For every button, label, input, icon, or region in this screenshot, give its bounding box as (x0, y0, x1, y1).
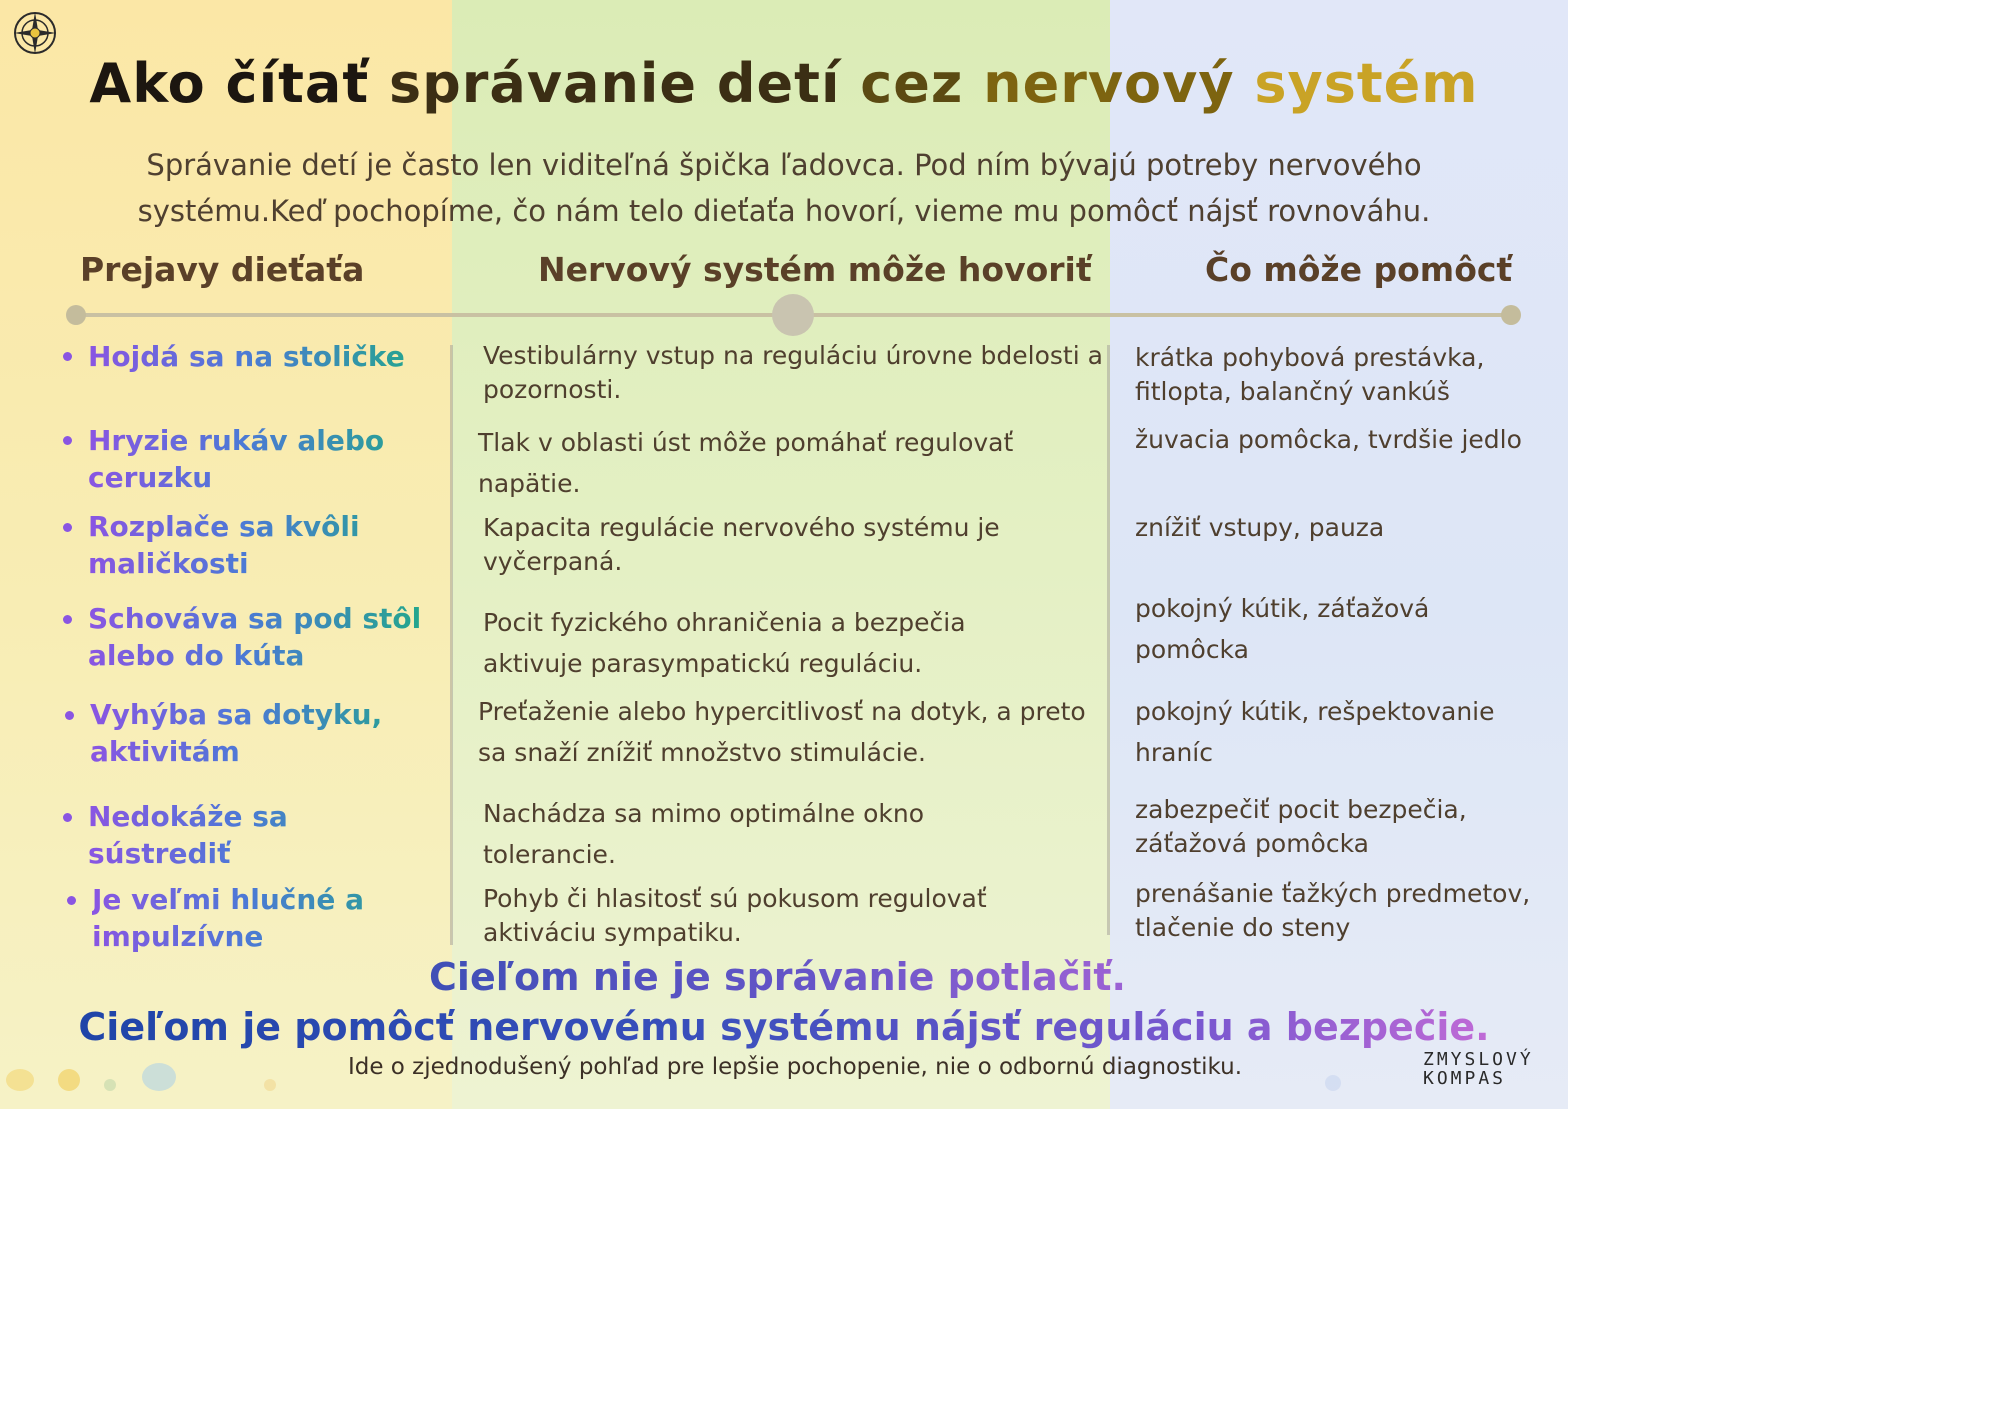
nervous-system-text: Pocit fyzického ohraničenia a bezpečia aktivuje parasympatickú reguláciu. (483, 608, 966, 678)
brand-logo (1423, 1050, 1543, 1088)
column-header-behaviors: Prejavy dieťaťa (80, 250, 365, 289)
decorative-dot-icon (104, 1079, 116, 1091)
intro-text: Správanie detí je často len viditeľná špička ľadovca. Pod ním bývajú potreby nervového systému.Keď pochopíme, čo nám telo dieťaťa hovorí, vieme mu pomôcť nájsť rovnováhu. (137, 148, 1431, 228)
bullet-dot (63, 436, 72, 445)
timeline-dot-right (1501, 305, 1521, 325)
decorative-dot-icon (264, 1079, 276, 1091)
goal-statement-1-text: Cieľom nie je správanie potlačiť. (429, 955, 1126, 999)
title-part-5: systém (1254, 52, 1479, 115)
compass-icon (12, 10, 58, 56)
behavior-item: Hryzie rukáv alebo ceruzku (88, 422, 428, 496)
title-part-2: správanie detí (388, 52, 841, 115)
column-header-nervous-system: Nervový systém môže hovoriť (538, 250, 1092, 289)
column-divider-left (450, 345, 453, 945)
brand-line-2: KOMPAS (1423, 1068, 1507, 1089)
title-part-1: Ako čítať (89, 52, 370, 115)
nervous-system-text: Pohyb či hlasitosť sú pokusom regulovať aktiváciu sympatiku. (483, 884, 987, 947)
nervous-system-text: Kapacita regulácie nervového systému je vyčerpaná. (483, 513, 1000, 576)
column-header-help: Čo môže pomôcť (1205, 250, 1513, 289)
help-text: žuvacia pomôcka, tvrdšie jedlo (1135, 425, 1522, 454)
behavior-item: Vyhýba sa dotyku, aktivitám (90, 696, 430, 770)
bullet-dot (63, 813, 72, 822)
title-part-3: cez (860, 52, 964, 115)
help-text: prenášanie ťažkých predmetov, tlačenie do steny (1135, 879, 1531, 942)
behavior-item: Rozplače sa kvôli maličkosti (88, 508, 428, 582)
disclaimer-text: Ide o zjednodušený pohľad pre lepšie pochopenie, nie o odbornú diagnostiku. (347, 1054, 1243, 1080)
title-part-4: nervový (983, 52, 1235, 115)
brand-line-1: ZMYSLOVÝ (1423, 1049, 1534, 1070)
goal-statement-1 (0, 955, 1555, 999)
bullet-dot (67, 896, 76, 905)
help-text: pokojný kútik, rešpektovanie hraníc (1135, 697, 1495, 767)
page-title (0, 52, 1568, 115)
bullet-dot (63, 523, 72, 532)
behavior-item: Hojdá sa na stoličke (88, 338, 428, 375)
goal-statement-2-text: Cieľom je pomôcť nervovému systému nájsť reguláciu a bezpečie. (78, 1005, 1490, 1049)
column-divider-right (1107, 345, 1110, 935)
behavior-item: Nedokáže sa sústrediť (88, 798, 428, 872)
bullet-dot (65, 711, 74, 720)
timeline-dot-left (66, 305, 86, 325)
bullet-dot (63, 615, 72, 624)
help-text: znížiť vstupy, pauza (1135, 513, 1385, 542)
bullet-dot (63, 352, 72, 361)
nervous-system-text: Nachádza sa mimo optimálne okno tolerancie. (483, 799, 924, 869)
timeline-dot-center (772, 294, 814, 336)
help-text: pokojný kútik, záťažová pomôcka (1135, 594, 1430, 664)
goal-statement-2 (0, 1005, 1568, 1049)
behavior-item: Je veľmi hlučné a impulzívne (92, 881, 432, 955)
nervous-system-text: Preťaženie alebo hypercitlivosť na dotyk, a preto sa snaží znížiť množstvo stimulácie. (478, 697, 1086, 767)
behavior-item: Schováva sa pod stôl alebo do kúta (88, 600, 428, 674)
help-text: krátka pohybová prestávka, fitlopta, balančný vankúš (1135, 343, 1485, 406)
nervous-system-text: Tlak v oblasti úst môže pomáhať regulovať napätie. (478, 428, 1014, 498)
help-text: zabezpečiť pocit bezpečia, záťažová pomôcka (1135, 795, 1467, 858)
nervous-system-text: Vestibulárny vstup na reguláciu úrovne bdelosti a pozornosti. (483, 341, 1103, 404)
